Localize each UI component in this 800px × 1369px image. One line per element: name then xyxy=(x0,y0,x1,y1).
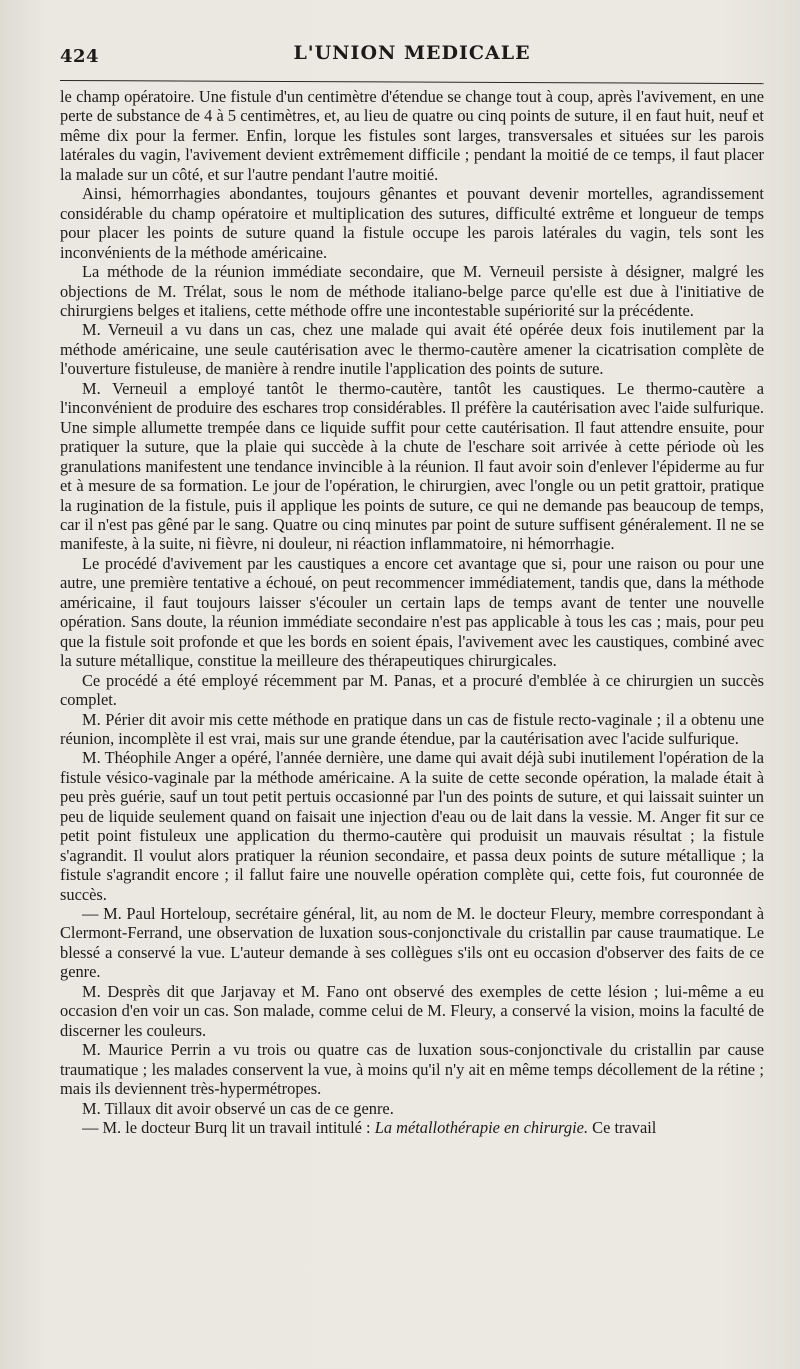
header-rule xyxy=(60,80,764,84)
work-title: La métallothérapie en chirurgie. xyxy=(374,1118,589,1138)
paragraph-2: Ainsi, hémorrhagies abondantes, toujours gênantes et pouvant devenir mortelles, agrandissement considérable du champ opératoire et multiplication des sutures, difficulté extrême et longueur de temps pour placer les points de suture quand la fistule occupe les parois latérales du vagin, tels sont les inconvénients de la méthode américaine. xyxy=(60,184,764,262)
paragraph-5: M. Verneuil a employé tantôt le thermo-cautère, tantôt les caustiques. Le thermo-cautère a l'inconvénient de produire des eschares trop considérables. Il préfère la cautérisation avec l'aide sulfurique. Une simple allumette trempée dans ce liquide suffit pour cette cautérisation. Il faut attendre ensuite, pour pratiquer la suture, que la plaie qui succède à la chute de l'eschare soit arrivée à cette période où les granulations manifestent une tendance invincible à la réunion. Il faut avoir soin d'enlever l'épiderme au fur et à mesure de sa formation. Le jour de l'opération, le chirurgien, avec l'ongle ou un petit grattoir, pratique la rugination de la fistule, puis il applique les points de suture, ce qui ne demande pas beaucoup de temps, car il n'est pas gêné par le sang. Quatre ou cinq minutes par point de suture suffisent généralement. Il ne se manifeste, à la suite, ni fièvre, ni douleur, ni réaction inflammatoire, ni hémorrhagie. xyxy=(60,378,764,554)
paragraph-10: — M. Paul Horteloup, secrétaire général, lit, au nom de M. le docteur Fleury, membre correspondant à Clermont-Ferrand, une observation de luxation sous-conjonctivale du cristallin par cause traumatique. Le blessé a conservé la vue. L'auteur demande à ses collègues s'ils ont eu occasion d'observer des faits de ce genre. xyxy=(60,904,764,982)
paragraph-14-suffix: Ce travail xyxy=(588,1118,657,1138)
paragraph-8: M. Périer dit avoir mis cette méthode en pratique dans un cas de fistule recto-vaginale ; il a obtenu une réunion, incomplète il est vrai, mais sur une grande étendue, par la cautérisation avec l'acide sulfurique. xyxy=(60,709,764,748)
page-number: 424 xyxy=(60,46,100,67)
paragraph-7: Ce procédé a été employé récemment par M. Panas, et a procuré d'emblée à ce chirurgien un succès complet. xyxy=(60,670,764,710)
page-header xyxy=(60,40,764,76)
paragraph-12: M. Maurice Perrin a vu trois ou quatre cas de luxation sous-conjonctivale du cristallin par cause traumatique ; les malades conservent la vue, à moins qu'il n'y ait en même temps décollement de la rétine ; mais ils deviennent très-hypermétropes. xyxy=(60,1040,764,1099)
paragraph-6: Le procédé d'avivement par les caustiques a encore cet avantage que si, pour une raison ou pour une autre, une première tentative a échoué, on peut recommencer immédiatement, tandis que, dans la méthode américaine, il faut toujours laisser s'écouler un certain laps de temps avant de tenter une nouvelle opération. Sans doute, la réunion immédiate secondaire n'est pas applicable à tous les cas ; mais, pour peu que la fistule soit profonde et que les bords en soient épais, l'avivement avec les caustiques, combiné avec la suture métallique, constitue la meilleure des thérapeutiques chirurgicales. xyxy=(60,553,764,671)
paragraph-9: M. Théophile Anger a opéré, l'année dernière, une dame qui avait déjà subi inutilement l'opération de la fistule vésico-vaginale par la méthode américaine. A la suite de cette seconde opération, la malade était à peu près guérie, sauf un tout petit pertuis occasionné par l'un des points de suture, et qui laissait suinter un peu de liquide seulement quand on faisait une injection d'eau ou de lait dans la vessie. M. Anger fit sur ce petit point fistuleux une application du thermo-cautère qui produisit un mauvais résultat ; la fistule s'agrandit. Il voulut alors pratiquer la réunion secondaire, et passa deux points de suture métallique ; la fistule s'agrandit encore ; il fallut faire une nouvelle opération complète qui, cette fois, fut couronnée de succès. xyxy=(60,748,764,904)
paragraph-14 xyxy=(60,1118,764,1137)
running-title: L'UNION MEDICALE xyxy=(293,42,531,64)
paragraph-4: M. Verneuil a vu dans un cas, chez une malade qui avait été opérée deux fois inutilement par la méthode américaine, une seule cautérisation avec le thermo-cautère amener la cicatrisation complète de l'ouverture fistuleuse, de manière à rendre inutile l'application des points de suture. xyxy=(60,320,764,379)
paragraph-1: le champ opératoire. Une fistule d'un centimètre d'étendue se change tout à coup, après l'avivement, en une perte de substance de 4 à 5 centimètres, et, au lieu de quatre ou cinq points de suture, il en faut huit, neuf et même dix pour la fermer. Enfin, lorque les fistules sont larges, transversales et situées sur les parois latérales du vagin, l'avivement devient extrêmement difficile ; pendant la moitié de ce temps, il faut placer la malade sur un côté, et sur l'autre pendant l'autre moitié. xyxy=(60,87,764,184)
paragraph-13: M. Tillaux dit avoir observé un cas de ce genre. xyxy=(82,1098,394,1118)
paragraph-11: M. Desprès dit que Jarjavay et M. Fano ont observé des exemples de cette lésion ; lui-même a eu occasion d'en voir un cas. Son malade, comme celui de M. Fleury, a conservé la vision, moins la faculté de discerner les couleurs. xyxy=(60,981,764,1040)
article-body xyxy=(60,87,764,1137)
paragraph-3: La méthode de la réunion immédiate secondaire, que M. Verneuil persiste à désigner, malgré les objections de M. Trélat, sous le nom de méthode italiano-belge parce qu'elle est due à l'initiative de chirurgiens belges et italiens, cette méthode offre une incontestable supériorité sur la précédente. xyxy=(60,262,764,320)
paragraph-14-prefix: — M. le docteur Burq lit un travail intitulé : xyxy=(82,1118,375,1138)
